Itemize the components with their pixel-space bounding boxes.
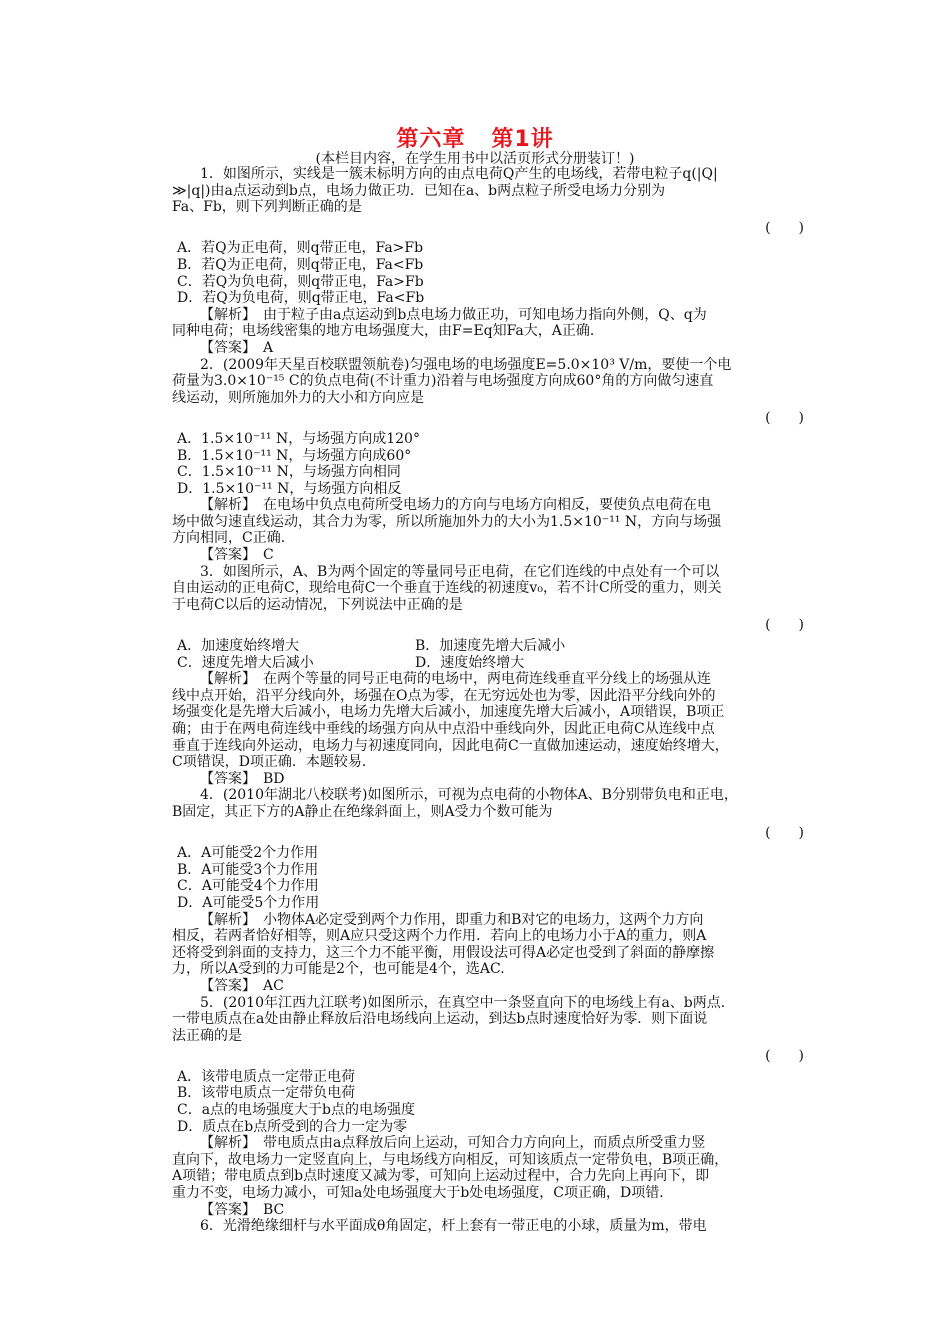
analysis-text: 【解析】 由于粒子由a点运动到b点电场力做正功，可知电场力指向外侧，Q、q为 [200, 306, 707, 323]
answer-blank: ( ) [765, 1048, 804, 1065]
question-stem: 荷量为3.0×10⁻¹⁵ C的负点电荷(不计重力)沿着与电场强度方向成60°角的方向做匀速直 [172, 373, 714, 390]
analysis-text: A项错；带电质点到b点时速度又减为零，可知向上运动过程中，合力先向上再向下，即 [172, 1168, 710, 1185]
answer-blank: ( ) [765, 617, 804, 634]
question-stem: B固定，其正下方的A静止在绝缘斜面上，则A受力个数可能为 [172, 803, 553, 820]
option-d: D．若Q为负电荷，则q带正电，Fa<Fb [177, 290, 425, 307]
answer-text: 【答案】 A [200, 339, 274, 356]
option-c: C．1.5×10⁻¹¹ N，与场强方向相同 [177, 464, 401, 481]
answer-blank: ( ) [765, 410, 804, 427]
analysis-text: 【解析】 在两个等量的同号正电荷的电场中，两电荷连线垂直平分线上的场强从连 [200, 671, 711, 688]
question-stem: 自由运动的正电荷C，现给电荷C一个垂直于连线的初速度v₀，若不计C所受的重力，则关 [172, 580, 722, 597]
option-d: D．速度始终增大 [415, 654, 525, 671]
analysis-text: 力，所以A受到的力可能是2个，也可能是4个，选AC. [172, 961, 505, 978]
question-stem: 2．(2009年天星百校联盟领航卷)匀强电场的电场强度E=5.0×10³ V/m，要使一个电 [200, 356, 732, 373]
analysis-text: 方向相同，C正确． [172, 530, 295, 547]
analysis-text: 相反，若两者恰好相等，则A应只受这两个力作用．若向上的电场力小于A的重力，则A [172, 928, 707, 945]
option-b: B．加速度先增大后减小 [415, 638, 566, 655]
question-3 [172, 564, 808, 788]
question-stem: 法正确的是 [172, 1027, 242, 1044]
analysis-text: C项错误，D项正确．本题较易． [172, 754, 376, 771]
question-stem: 一带电质点在a处由静止释放后沿电场线向上运动，到达b点时速度恰好为零．则下面说 [172, 1011, 708, 1028]
analysis-text: 直向下，故电场力一定竖直向上，与电场线方向相反，可知该质点一定带负电，B项正确， [172, 1151, 729, 1168]
option-c: C．速度先增大后减小 [177, 654, 314, 671]
question-5 [172, 995, 808, 1219]
answer-blank: ( ) [765, 219, 804, 236]
option-a: A．加速度始终增大 [177, 638, 300, 655]
option-a: A．该带电质点一定带正电荷 [177, 1068, 356, 1085]
lecture-label: 第1讲 [491, 127, 554, 152]
analysis-text: 场强变化是先增大后减小，电场力先增大后减小，加速度先增大后减小，A项错误，B项正 [172, 704, 725, 721]
page-subtitle: (本栏目内容，在学生用书中以活页形式分册装订！) [315, 151, 635, 167]
answer-blank: ( ) [765, 824, 804, 841]
analysis-text: 重力不变，电场力减小，可知a处电场强度大于b处电场强度，C项正确，D项错． [172, 1185, 674, 1202]
question-1 [172, 166, 808, 357]
question-2 [172, 357, 808, 564]
option-c: C．a点的电场强度大于b点的电场强度 [177, 1102, 416, 1119]
analysis-text: 【解析】 小物体A必定受到两个力作用，即重力和B对它的电场力，这两个力方向 [200, 911, 704, 928]
analysis-text: 垂直于连线向外运动，电场力与初速度同向，因此电荷C一直做加速运动，速度始终增大， [172, 737, 729, 754]
analysis-text: 还将受到斜面的支持力，这三个力不能平衡，用假设法可得A必定也受到了斜面的静摩擦 [172, 944, 715, 961]
option-c: C．若Q为负电荷，则q带正电，Fa>Fb [177, 273, 424, 290]
option-b: B．若Q为正电荷，则q带正电，Fa<Fb [177, 256, 424, 273]
analysis-text: 同种电荷；电场线密集的地方电场强度大，由F=Eq知Fa大，A正确． [172, 323, 604, 340]
option-a: A．若Q为正电荷，则q带正电，Fa>Fb [177, 240, 424, 257]
question-stem: 6．光滑绝缘细杆与水平面成θ角固定，杆上套有一带正电的小球，质量为m，带电 [200, 1218, 707, 1235]
analysis-text: 场中做匀速直线运动，其合力为零，所以所施加外力的大小为1.5×10⁻¹¹ N，方向与场强 [172, 513, 722, 530]
option-d: D．A可能受5个力作用 [177, 894, 320, 911]
analysis-text: 确；由于在两电荷连线中垂线的场强方向从中点沿中垂线向外，因此正电荷C从连线中点 [172, 721, 715, 737]
question-stem: Fa、Fb，则下列判断正确的是 [172, 199, 362, 216]
question-stem: 1．如图所示，实线是一簇未标明方向的由点电荷Q产生的电场线，若带电粒子q(|Q| [200, 166, 718, 182]
question-stem: ≫|q|)由a点运动到b点，电场力做正功．已知在a、b两点粒子所受电场力分别为 [172, 182, 666, 199]
question-stem: 5．(2010年江西九江联考)如图所示，在真空中一条竖直向下的电场线上有a、b两点． [200, 994, 735, 1011]
chapter-label: 第六章 [396, 127, 466, 152]
option-c: C．A可能受4个力作用 [177, 878, 319, 895]
question-4 [172, 787, 808, 994]
question-stem: 4．(2010年湖北八校联考)如图所示，可视为点电荷的小物体A、B分别带负电和正电， [200, 787, 738, 804]
question-6 [172, 1218, 808, 1235]
answer-text: 【答案】 AC [200, 977, 284, 994]
question-list [172, 166, 808, 1235]
option-a: A．1.5×10⁻¹¹ N，与场强方向成120° [177, 430, 420, 447]
option-b: B．该带电质点一定带负电荷 [177, 1085, 356, 1102]
analysis-text: 【解析】 在电场中负点电荷所受电场力的方向与电场方向相反，要使负点电荷在电 [200, 497, 711, 514]
question-stem: 3．如图所示，A、B为两个固定的等量同号正电荷，在它们连线的中点处有一个可以 [200, 563, 720, 580]
analysis-text: 线中点开始，沿平分线向外，场强在O点为零，在无穷远处也为零，因此沿平分线向外的 [172, 687, 716, 704]
option-b: B．A可能受3个力作用 [177, 861, 319, 878]
option-d: D．质点在b点所受到的合力一定为零 [177, 1118, 408, 1135]
answer-text: 【答案】 BD [200, 770, 285, 787]
option-d: D．1.5×10⁻¹¹ N，与场强方向相反 [177, 480, 402, 497]
question-stem: 于电荷C以后的运动情况，下列说法中正确的是 [172, 596, 463, 613]
answer-text: 【答案】 BC [200, 1201, 285, 1218]
option-a: A．A可能受2个力作用 [177, 845, 319, 862]
option-row [172, 655, 808, 672]
option-row [172, 638, 808, 655]
analysis-text: 【解析】 带电质点由a点释放后向上运动，可知合力方向向上，而质点所受重力竖 [200, 1135, 706, 1152]
option-b: B．1.5×10⁻¹¹ N，与场强方向成60° [177, 447, 412, 464]
answer-text: 【答案】 C [200, 547, 274, 564]
question-stem: 线运动，则所施加外力的大小和方向应是 [172, 389, 424, 406]
